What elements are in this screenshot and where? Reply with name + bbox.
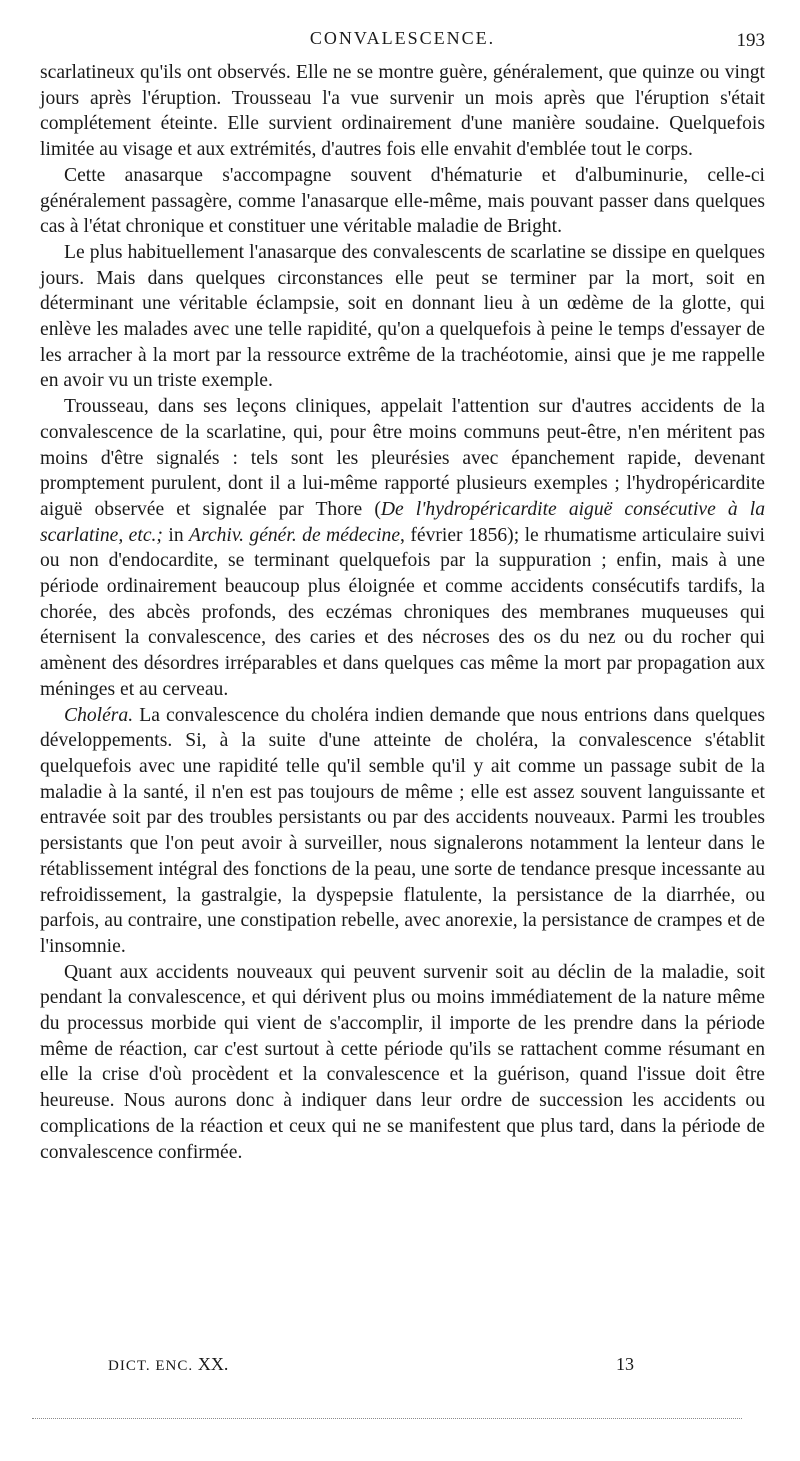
page-footer <box>40 1354 765 1384</box>
paragraph-scarlatine-anasarque-onset: scarlatineux qu'ils ont observés. Elle ne se montre guère, généralement, que quinze ou vingt jours après l'éruption. Trousseau l'a vue survenir un mois après que l'éruption s'était complétement éteinte. Elle survient ordinairement d'une manière soudaine. Quelquefois limitée au visage et aux extrémités, d'autres fois elle envahit d'emblée tout le corps. <box>40 62 765 161</box>
sheet-number: 13 <box>616 1354 634 1374</box>
paragraph-trousseau-accidents: Trousseau, dans ses leçons cliniques, appelait l'attention sur d'autres accidents de la convalescence de la scarlatine, qui, pour être moins communs peut-être, n'en méritent pas moins d'être signalés : tels sont les pleurésies avec épanchement rapide, devenant promptement purulent, dont il a lui-même rapporté plusieurs exemples ; l'hydropéricardite aiguë observée et signalée par Thore (De l'hydropéricardite aiguë consécutive à la scarlatine, etc.; in Archiv. génér. de médecine, février 1856); le rhumatisme articulaire suivi ou non d'endocardite, se terminant quelquefois par la suppuration ; enfin, mais à une période ordinairement beaucoup plus éloignée et comme accidents consécutifs tardifs, la chorée, des abcès profonds, des eczémas chroniques des membranes muqueuses qui éternisent la convalescence, des caries et des nécroses des os du nez ou du rocher qui amènent des désordres irréparables et dans quelques cas même la mort par propagation aux méninges et au cerveau. <box>40 396 766 700</box>
running-head <box>40 28 765 54</box>
signature-label: DICT. ENC. <box>108 1358 194 1374</box>
page-number: 193 <box>736 30 765 51</box>
paragraph-cholera-new-accidents: Quant aux accidents nouveaux qui peuvent survenir soit au déclin de la maladie, soit pendant la convalescence, et qui dérivent plus ou moins immédiatement de la nature même du processus morbide qui vient de s'accomplir, il importe de les prendre dans la période même de réaction, car c'est surtout à cette période qu'ils se rattachent comme résumant en elle la crise d'où procèdent et la convalescence et la guérison, quand l'issue doit être heureuse. Nous aurons donc à indiquer dans leur ordre de succession les accidents ou complications de la réaction et ceux qui ne se manifestent que plus tard, dans la période de convalescence confirmée. <box>40 961 765 1163</box>
paragraph-hematurie-albuminurie: Cette anasarque s'accompagne souvent d'hématurie et d'albuminurie, celle-ci généralement passagère, comme l'anasarque elle-même, mais pouvant passer dans quelques cas à l'état chronique et constituer une véritable maladie de Bright. <box>40 164 765 238</box>
signature-mark <box>108 1354 228 1375</box>
bottom-dotted-rule <box>32 1418 742 1419</box>
running-title: CONVALESCENCE. <box>309 28 496 48</box>
volume-number: XX. <box>197 1354 229 1374</box>
body-text <box>40 60 765 1165</box>
paragraph-cholera-convalescence: Choléra. La convalescence du choléra indien demande que nous entrions dans quelques développements. Si, à la suite d'une atteinte de choléra, la convalescence s'établit quelquefois avec une rapidité telle qu'il semble qu'il y ait comme un passage subit de la maladie à la santé, il n'en est pas toujours de même ; elle est assez souvent languissante et entravée soit par des troubles persistants ou par des accidents nouveaux. Parmi les troubles persistants que l'on peut avoir à surveiller, nous signalerons notamment la lenteur dans le rétablissement intégral des fonctions de la peau, une sorte de tendance presque incessante au refroidissement, la gastralgie, la dyspepsie flatulente, la persistance de la diarrhée, ou parfois, au contraire, une constipation rebelle, avec anorexie, la persistance de crampes et de l'insomnie. <box>40 704 765 957</box>
paragraph-anasarque-outcome: Le plus habituellement l'anasarque des convalescents de scarlatine se dissipe en quelques jours. Mais dans quelques circonstances elle peut se terminer par la mort, soit en déterminant une véritable éclampsie, soit en donnant lieu à un œdème de la glotte, qui enlève les malades avec une telle rapidité, qu'on a quelquefois à peine le temps d'essayer de les arracher à la mort par la ressource extrême de la trachéotomie, ainsi que je me rappelle en avoir vu un triste exemple. <box>40 241 765 392</box>
